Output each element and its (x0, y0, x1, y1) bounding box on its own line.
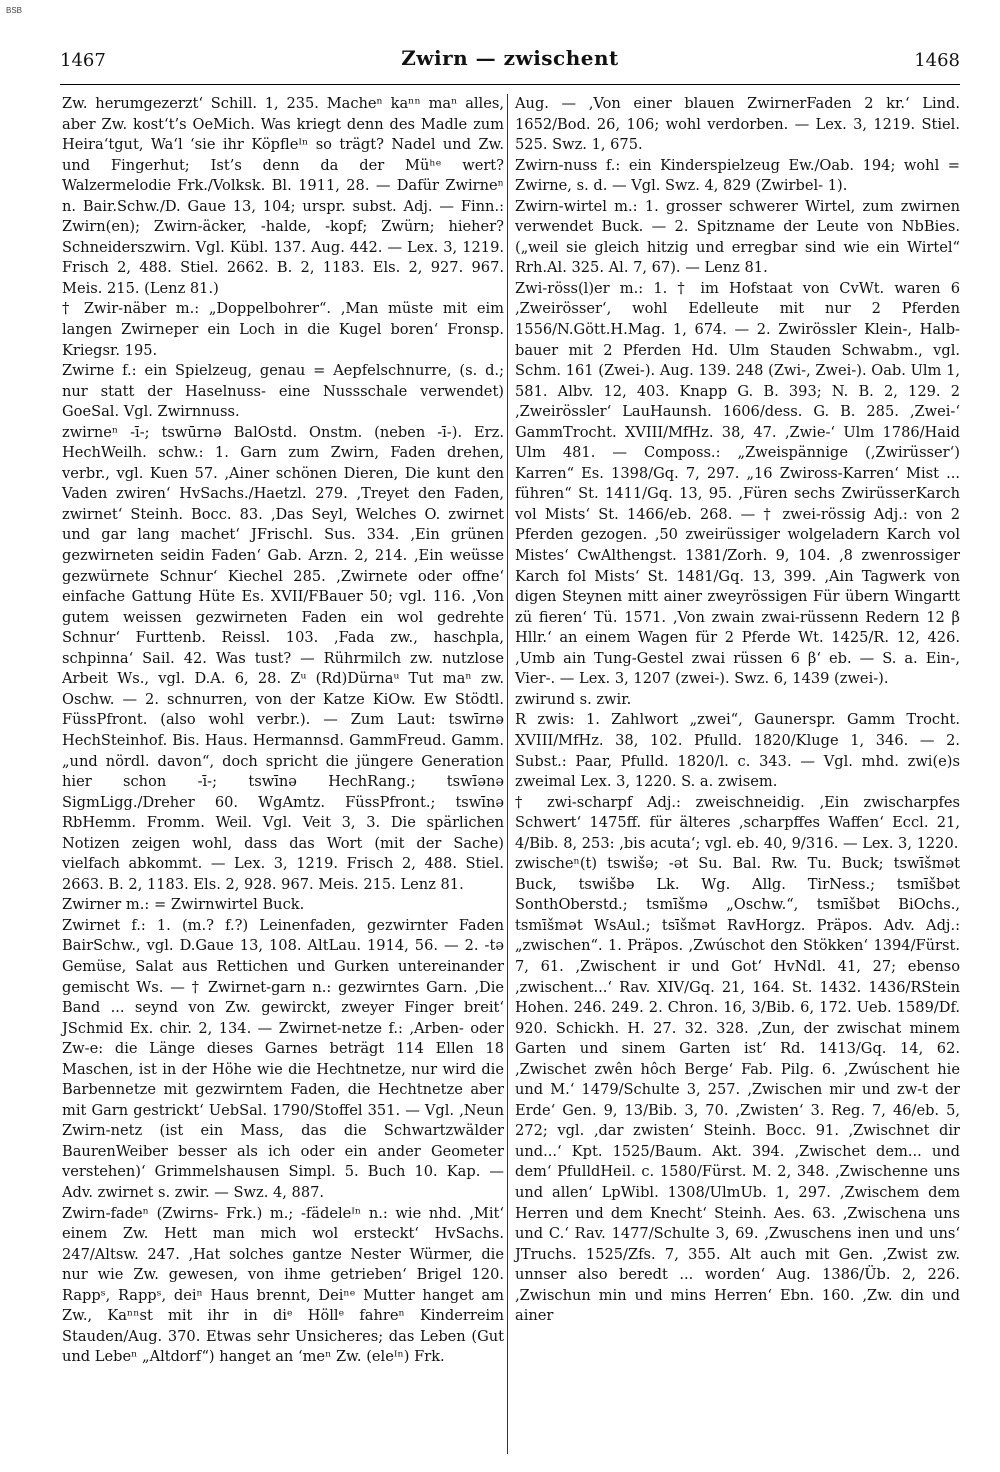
entry-zwi-roessler: Zwi-röss(l)er m.: 1. † im Hofstaat von CvWt. waren 6 ‚Zweirösser‘, wohl Edelleute mit nur 2 Pferden 1556/N.Gött.H.Mag. 1, 674. — 2. Zwirössler Klein-, Halb-bauer mit 2 Pferden Hd. Ulm Stauden Schwabm., vgl. Schm. 161 (Zwei-). Aug. 139. 248 (Zwi-, Zwei-). Oab. Ulm 1, 581. Albv. 12, 403. Knapp G. B. 393; N. B. 2, 129. 2 ‚Zweirössler‘ LauHaunsh. 1606/dess. G. B. 285. ‚Zwei-‘ GammTrocht. XVIII/MfHz. 38, 47. ‚Zwie-‘ Ulm 1786/Haid Ulm 481. — Composs.: „Zweispännige (‚Zwirüsser‘) Karren“ Es. 1398/Gq. 7, 297. „16 Zwiross-Karren‘ Mist ... führen“ St. 1411/Gq. 13, 95. ‚Füren sechs ZwirüsserKarch vol Mists‘ St. 1466/eb. 268. — † zwei-rössig Adj.: von 2 Pferden gezogen. ‚50 zweirüssiger wolgeladern Karch vol Mistes‘ CwAlthengst. 1381/Zorh. 9, 104. ‚8 zwenrossiger Karch fol Mists‘ St. 1481/Gq. 13, 399. ‚Ain Tagwerk von digen Steynen mitt ainer zweyrössigen Für übern Wingartt zü fieren‘ Tü. 1571. ‚Von zwain zwai-rüssenn Redern 12 β Hllr.‘ an einem Wagen für 2 Pferde Wt. 1425/R. 12, 426. ‚Umb ain Tung-Gestel zwai rüssen 6 β‘ eb. — S. a. Ein-, Vier-. — Lex. 3, 1207 (zwei-). Swz. 6, 1439 (zwei-). (515, 279, 960, 688)
entry-zwirn-continued: Zw. herumgezerzt‘ Schill. 1, 235. Macheⁿ kaⁿⁿ maⁿ alles, aber Zw. kost‘t’s OeMich. Was kriegt denn des Madle zum Heira‘tgut, Wa‘l ‘sie ihr Köpfleᴵⁿ so trägt? Nadel und Zw. und Fingerhut; Ist’s denn da der Müʰᵉ wert? Walzermelodie Frk./Volksk. Bl. 1911, 28. — Dafür Zwirneⁿ n. Bair.Schw./D. Gaue 13, 104; urspr. subst. Adj. — Finn.: Zwirn(en); Zwirn-äcker, -halde, -kopf; Zwürn; hieher? Schneiderszwirn. Vgl. Kübl. 137. Aug. 442. — Lex. 3, 1219. Frisch 2, 488. Stiel. 2662. B. 2, 1183. Els. 2, 927. 967. Meis. 215. (Lenz 81.) (62, 95, 504, 297)
right-column (515, 94, 960, 1327)
entry-zwirn-wirtel: Zwirn-wirtel m.: 1. grosser schwerer Wirtel, zum zwirnen verwendet Buck. — 2. Spitzname der Leute von NbBies. („weil sie gleich hitzig und erregbar sind wie ein Wirtel“ Rrh.Al. 325. Al. 7, 67). — Lenz 81. (515, 197, 960, 277)
page-header (60, 46, 960, 76)
entry-zwirne-f: Zwirne f.: ein Spielzeug, genau = Aepfelschnurre, (s. d.; nur statt der Haselnuss- eine Nussschale verwendet) GoeSal. Vgl. Zwirnnuss. (62, 362, 504, 421)
running-title: Zwirn — zwischent (401, 46, 619, 70)
entry-zwi-scharpf: † zwi-scharpf Adj.: zweischneidig. ‚Ein zwischarpfes Schwert‘ 1475ff. für älteres ‚scharpffes Waffen‘ Eccl. 21, 4/Bib. 8, 253: ‚bis acuta‘; vgl. eb. 40, 9/316. — Lex. 3, 1220. (515, 793, 960, 852)
entry-zwirnen: zwirneⁿ -ī-; tswūrnə BalOstd. Onstm. (neben -ī-). Erz. HechWeilh. schw.: 1. Garn zum Zwirn, Faden drehen, verbr., vgl. Kuen 57. ‚Ainer schönen Dieren, Die kunt den Vaden zwiren‘ HvSachs./Haetzl. 279. ‚Treyet den Faden, zwirnet‘ Steinh. Bocc. 83. ‚Das Seyl, Welches O. zwirnet und gar lang machet‘ JFrischl. Sus. 334. ‚Ein grünen gezwirneten seidin Faden‘ Gab. Arzn. 2, 214. ‚Ein weüsse gezwürnete Schnur‘ Kiechel 285. ‚Zwirnete oder offne‘ einfache Gattung Hüte Es. XVII/FBauer 50; vgl. 116. ‚Von gutem weissen gezwirneten Faden ein wol gedrehte Schnur‘ Furttenb. Reissl. 103. ‚Fada zw., haschpla, schpinna‘ Sail. 42. Was tust? — Rührmilch zw. nutzlose Arbeit Ws., vgl. D.A. 6, 28. Zᵘ (Rd)Dürnaᵘ Tut maⁿ zw. Oschw. — 2. schnurren, von der Katze KiOw. Ew Stödtl. FüssPfront. (also wohl verbr.). — Zum Laut: tswīrnə HechSteinhof. Bis. Haus. Hermannsd. GammFreud. Gamm. „und nördl. davon“, doch spricht die jüngere Generation hier schon -ī-; tswīnə HechRang.; tswīənə SigmLigg./Dreher 60. WgAmtz. FüssPfront.; tswīnə RbHemm. Fromm. Weil. Vgl. Veit 3, 3. Die spärlichen Notizen zeigen wohl, dass das Wort (mit der Sache) vielfach abkommt. — Lex. 3, 1219. Frisch 2, 488. Stiel. 2663. B. 2, 1183. Els. 2, 928. 967. Meis. 215. Lenz 81. (62, 423, 504, 893)
header-rule (60, 84, 960, 85)
column-divider (507, 94, 508, 1454)
left-column (62, 94, 504, 1368)
page-number-left: 1467 (60, 50, 106, 71)
entry-zwir-naeber: † Zwir-näber m.: „Doppelbohrer“. ‚Man müste mit eim langen Zwirneper ein Loch in die Kugel boren‘ Fronsp. Kriegsr. 195. (62, 300, 504, 359)
library-stamp: BSB (6, 6, 23, 15)
page-number-right: 1468 (914, 50, 960, 71)
entry-zwirnet: Zwirnet f.: 1. (m.? f.?) Leinenfaden, gezwirnter Faden BairSchw., vgl. D.Gaue 13, 108. AltLau. 1914, 56. — 2. -tə Gemüse, Salat aus Rettichen und Gurken untereinander gemischt Ws. — † Zwirnet-garn n.: gezwirntes Garn. ‚Die Band ... seynd von Zw. gewirckt, zweyer Finger breit‘ JSchmid Ex. chir. 2, 134. — Zwirnet-netze f.: ‚Arben- oder Zw-e: die Länge dieses Garnes beträgt 114 Ellen 18 Maschen, ist in der Höhe wie die Hechtnetze, nur wird die Barbennetze mit gezwirntem Faden, die Hechtnetze aber mit Garn gestrickt‘ UebSal. 1790/Stoffel 351. — Vgl. ‚Neun Zwirn-netz (ist ein Mass, das die Schwartzwälder BaurenWeiber besser als ich oder ein ander Geometer verstehen)‘ Grimmelshausen Simpl. 5. Buch 10. Kap. — Adv. zwirnet s. zwir. — Swz. 4, 887. (62, 916, 504, 1201)
entry-zwirner: Zwirner m.: = Zwirnwirtel Buck. (62, 896, 305, 914)
entry-zwirn-nuss: Zwirn-nuss f.: ein Kinderspielzeug Ew./Oab. 194; wohl = Zwirne, s. d. — Vgl. Swz. 4, 829 (Zwirbel- 1). (515, 156, 960, 195)
entry-zwischent: zwischeⁿ(t) tswišə; -ət Su. Bal. Rw. Tu. Buck; tswīšmət Buck, tswišbə Lk. Wg. Allg. TirNess.; tsmīšbət SonthOberstd.; tsmīšmə „Oschw.“, tsmīšbət BiOchs., tsmīšmət WsAul.; tsīšmət RavHorgz. Präpos. Adv. Adj.: „zwischen“. 1. Präpos. ‚Zwúschot den Stökken‘ 1394/Fürst. 7, 61. ‚Zwischent ir und Got‘ HvNdl. 41, 27; ebenso ‚zwischent...‘ Rav. XIV/Gq. 21, 164. St. 1432. 1436/RStein Hohen. 246. 249. 2. Chron. 16, 3/Bib. 6, 172. Ueb. 1589/Df. 920. Schickh. H. 27. 32. 328. ‚Zun, der zwischat minem Garten und sinem Garten ist‘ Rd. 1413/Gq. 14, 62. ‚Zwischet zwên hôch Berge‘ Fab. Pilg. 6. ‚Zwúschent hie und M.‘ 1479/Schulte 3, 257. ‚Zwischen mir und zw-t der Erde‘ Gen. 9, 13/Bib. 3, 70. ‚Zwisten‘ 3. Reg. 7, 46/eb. 5, 272; vgl. ‚dar zwisten‘ Steinh. Bocc. 91. ‚Zwischnet dir und...‘ Kpt. 1525/Baum. Akt. 394. ‚Zwischet dem... und dem‘ PfulldHeil. c. 1580/Fürst. M. 2, 348. ‚Zwischenne uns und allen‘ LpWibl. 1308/UlmUb. 1, 297. ‚Zwischem dem Herren und dem Knecht‘ Steinh. Aes. 63. ‚Zwischena uns und C.‘ Rav. 1477/Schulte 3, 69. ‚Zwuschens inen und uns‘ JTruchs. 1525/Zfs. 7, 355. Alt auch mit Gen. ‚Zwist zw. unnser also beredt ... worden‘ Aug. 1386/Üb. 2, 226. ‚Zwischun min und mins Herren‘ Ebn. 160. ‚Zw. din und ainer (515, 855, 960, 1325)
entry-zwirund: zwirund s. zwir. (515, 690, 632, 708)
entry-zwis: R zwis: 1. Zahlwort „zwei“, Gaunerspr. Gamm Trocht. XVIII/MfHz. 38, 102. Pfulld. 1820/Kluge 1, 346. — 2. Subst.: Paar, Pfulld. 1820/l. c. 343. — Vgl. mhd. zwi(e)s zweimal Lex. 3, 1220. S. a. zwisem. (515, 711, 960, 791)
entry-zwirn-faden: Zwirn-fadeⁿ (Zwirns- Frk.) m.; -fädeleᴵⁿ n.: wie nhd. ‚Mit‘ einem Zw. Hett man mich wol ersteckt‘ HvSachs. 247/Altsw. 247. ‚Hat solches gantze Nester Würmer, die nur wie Zw. gewesen, von ihme getrieben‘ Brigel 120. Rappˢ, Rappˢ, deiⁿ Haus brennt, Deiⁿᵉ Mutter hanget am Zw., Kaⁿⁿst mit ihr in diᵉ Höllᵉ fahreⁿ Kinderreim Stauden/Aug. 370. Etwas sehr Unsicheres; das Leben (Gut und Lebeⁿ „Altdorf“) hanget an ‘meⁿ Zw. (eleᴵⁿ) Frk. (62, 1204, 504, 1366)
entry-zwirn-faden-continued: Aug. — ‚Von einer blauen ZwirnerFaden 2 kr.‘ Lind. 1652/Bod. 26, 106; wohl verdorben. — Lex. 3, 1219. Stiel. 525. Swz. 1, 675. (515, 95, 960, 154)
